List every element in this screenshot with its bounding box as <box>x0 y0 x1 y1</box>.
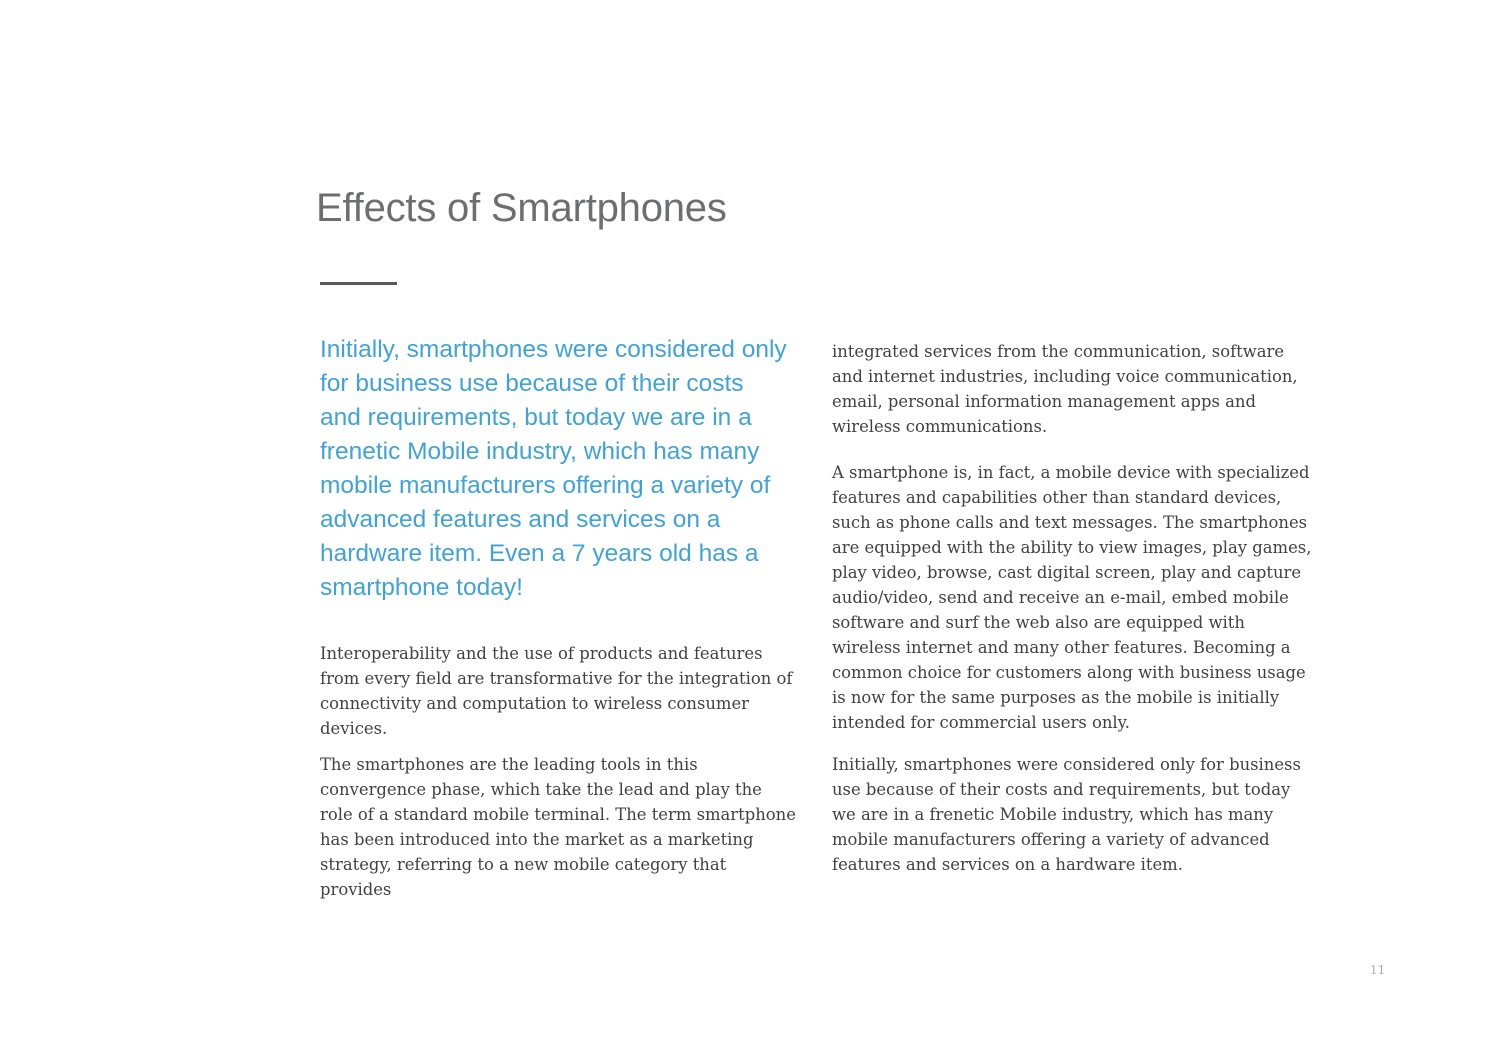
page-number: 11 <box>1370 963 1386 977</box>
lead-paragraph: Initially, smartphones were considered only for business use because of their costs and requirements, but today we are in a frenetic Mobile industry, which has many mobile manufacturers offering a variety of advanced features and services on a hardware item. Even a 7 years old has a smartphone today! <box>320 336 787 601</box>
right-paragraph-2: A smartphone is, in fact, a mobile device with specialized features and capabilities other than standard devices, such as phone calls and text messages. The smartphones are equipped with the ability to view images, play games, play video, browse, cast digital screen, play and capture audio/video, send and receive an e-mail, embed mobile software and surf the web also are equipped with wireless internet and many other features. Becoming a common choice for customers along with business usage is now for the same purposes as the mobile is initially intended for commercial users only. <box>832 463 1312 732</box>
left-paragraph-1: Interoperability and the use of products and features from every field are transformative for the integration of connectivity and computation to wireless consumer devices. <box>320 644 793 738</box>
right-paragraph-1: integrated services from the communication, software and internet industries, including voice communication, email, personal information management apps and wireless communications. <box>832 342 1298 436</box>
page-title: Effects of Smartphones <box>316 186 727 230</box>
right-paragraph-3: Initially, smartphones were considered only for business use because of their costs and requirements, but today we are in a frenetic Mobile industry, which has many mobile manufacturers offering a variety of advanced features and services on a hardware item. <box>832 755 1301 874</box>
left-paragraph-2: The smartphones are the leading tools in this convergence phase, which take the lead and play the role of a standard mobile terminal. The term smartphone has been introduced into the market as a marketing strategy, referring to a new mobile category that provides <box>320 755 796 899</box>
title-divider <box>320 282 397 285</box>
